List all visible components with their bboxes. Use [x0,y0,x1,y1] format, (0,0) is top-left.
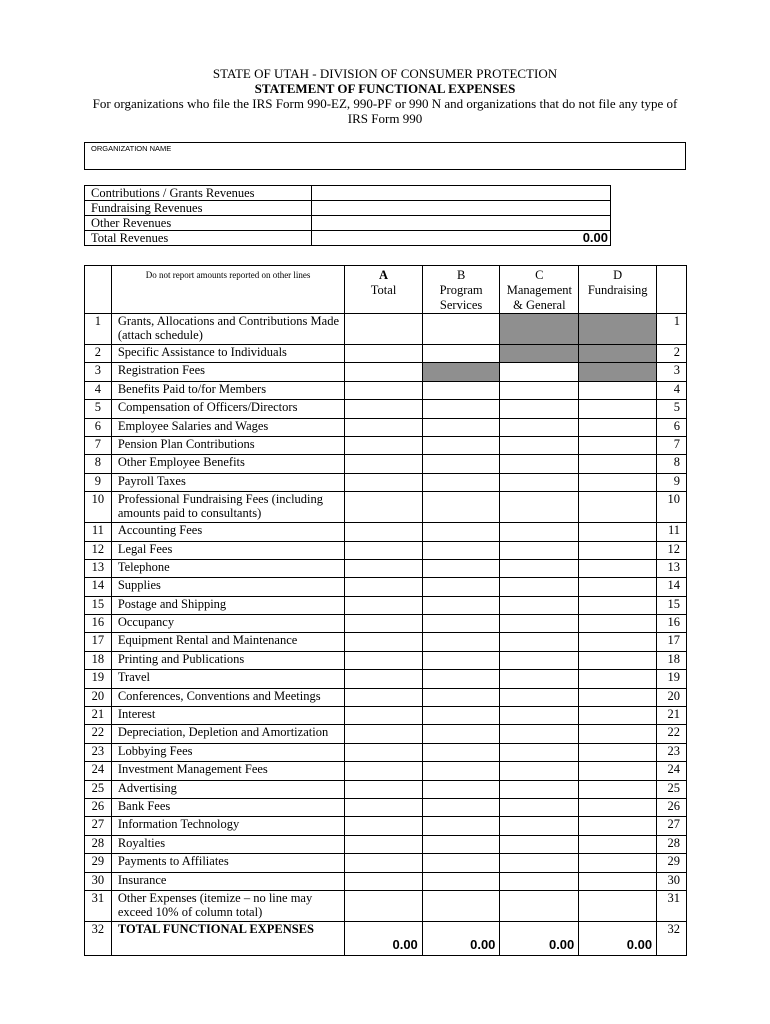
expense-row [85,381,687,399]
expense-label: Registration Fees [111,363,344,381]
column-label: Program Services [439,283,483,312]
line-number: 10 [85,492,112,523]
expense-row [85,835,687,853]
expense-row [85,670,687,688]
line-number-right: 23 [657,743,687,761]
revenue-row [85,201,611,216]
expense-row [85,798,687,816]
total-expenses-label: TOTAL FUNCTIONAL EXPENSES [111,921,344,955]
amount-input-c[interactable] [500,523,579,541]
revenues-table [84,185,611,246]
amount-input-b[interactable] [422,523,500,541]
line-number: 20 [85,688,112,706]
amount-input-a[interactable] [345,473,422,491]
functional-expenses-table [84,265,687,956]
column-header-total [345,266,422,314]
shaded-cell [579,363,657,381]
expense-row [85,492,687,523]
line-number: 17 [85,633,112,651]
amount-input-c[interactable] [500,707,579,725]
amount-input-d[interactable] [579,633,657,651]
column-header-program [422,266,500,314]
expense-row [85,314,687,345]
total-column-a[interactable]: 0.00 [345,921,422,955]
amount-input-a[interactable] [345,615,422,633]
amount-input-b[interactable] [422,651,500,669]
form-title: STATEMENT OF FUNCTIONAL EXPENSES [254,81,516,96]
expense-label: Interest [111,707,344,725]
amount-input-d[interactable] [579,780,657,798]
expense-row [85,854,687,872]
amount-input-b[interactable] [422,492,500,523]
amount-input-a[interactable] [345,314,422,345]
total-expenses-row [85,921,687,955]
expense-row [85,541,687,559]
line-number: 14 [85,578,112,596]
amount-input-d[interactable] [579,381,657,399]
amount-input-c[interactable] [500,578,579,596]
line-number-right: 4 [657,381,687,399]
revenue-label: Contributions / Grants Revenues [85,186,312,201]
expense-label: Conferences, Conventions and Meetings [111,688,344,706]
amount-input-a[interactable] [345,780,422,798]
line-number: 12 [85,541,112,559]
form-agency-title: STATE OF UTAH - DIVISION OF CONSUMER PROTECTION [212,66,558,81]
line-number: 5 [85,400,112,418]
total-column-d[interactable]: 0.00 [579,921,657,955]
amount-input-c[interactable] [500,541,579,559]
line-number: 31 [85,890,112,921]
amount-input-b[interactable] [422,835,500,853]
amount-input-c[interactable] [500,473,579,491]
expense-row [85,523,687,541]
organization-name-label: ORGANIZATION NAME [91,144,172,153]
expense-label: Professional Fundraising Fees (including amounts paid to consultants) [111,492,344,523]
amount-input-a[interactable] [345,798,422,816]
amount-input-c[interactable] [500,596,579,614]
expense-label: Payroll Taxes [111,473,344,491]
expense-row [85,707,687,725]
amount-input-b[interactable] [422,725,500,743]
amount-input-d[interactable] [579,455,657,473]
amount-input-d[interactable] [579,707,657,725]
amount-input-d[interactable] [579,523,657,541]
line-number-right: 2 [657,345,687,363]
amount-input-b[interactable] [422,743,500,761]
expense-label: Pension Plan Contributions [111,436,344,454]
column-label: Total [370,283,397,297]
expense-label: Postage and Shipping [111,596,344,614]
amount-input-c[interactable] [500,762,579,780]
line-number-right: 32 [657,921,687,955]
line-number: 16 [85,615,112,633]
amount-input-b[interactable] [422,633,500,651]
amount-input-a[interactable] [345,633,422,651]
amount-input-b[interactable] [422,890,500,921]
line-number: 32 [85,921,112,955]
amount-input-c[interactable] [500,559,579,577]
line-number: 1 [85,314,112,345]
shaded-cell [579,345,657,363]
amount-input-a[interactable] [345,418,422,436]
amount-input-a[interactable] [345,436,422,454]
column-header-fundraising [579,266,657,314]
expense-row [85,688,687,706]
amount-input-b[interactable] [422,872,500,890]
amount-input-a[interactable] [345,345,422,363]
amount-input-a[interactable] [345,596,422,614]
amount-input-a[interactable] [345,835,422,853]
amount-input-d[interactable] [579,798,657,816]
amount-input-b[interactable] [422,541,500,559]
amount-input-c[interactable] [500,381,579,399]
amount-input-a[interactable] [345,651,422,669]
amount-input-d[interactable] [579,688,657,706]
expense-label: Bank Fees [111,798,344,816]
amount-input-a[interactable] [345,559,422,577]
line-number: 11 [85,523,112,541]
line-number-right: 20 [657,688,687,706]
amount-input-a[interactable] [345,400,422,418]
expense-row [85,725,687,743]
line-number-right: 15 [657,596,687,614]
expense-label: Compensation of Officers/Directors [111,400,344,418]
expense-row [85,596,687,614]
amount-input-b[interactable] [422,345,500,363]
line-number: 22 [85,725,112,743]
revenue-label: Other Revenues [85,216,312,231]
amount-input-d[interactable] [579,872,657,890]
amount-input-b[interactable] [422,400,500,418]
amount-input-b[interactable] [422,762,500,780]
expense-label: Other Expenses (itemize – no line may exceed 10% of column total) [111,890,344,921]
amount-input-d[interactable] [579,492,657,523]
expense-row [85,559,687,577]
amount-input-a[interactable] [345,872,422,890]
line-number: 19 [85,670,112,688]
line-number: 28 [85,835,112,853]
amount-input-c[interactable] [500,798,579,816]
amount-input-a[interactable] [345,381,422,399]
shaded-cell [500,345,579,363]
line-number-right: 28 [657,835,687,853]
expense-label: Supplies [111,578,344,596]
amount-input-d[interactable] [579,890,657,921]
line-number-right: 21 [657,707,687,725]
revenue-row-total [85,231,611,246]
line-number: 23 [85,743,112,761]
form-subtitle: For organizations who file the IRS Form 990-EZ, 990-PF or 990 N and organizations that do not file any type of [92,96,678,111]
amount-input-a[interactable] [345,455,422,473]
line-number: 7 [85,436,112,454]
column-header-management [500,266,579,314]
expense-row [85,345,687,363]
amount-input-c[interactable] [500,615,579,633]
line-number: 29 [85,854,112,872]
amount-input-a[interactable] [345,578,422,596]
column-letter: A [379,268,389,282]
expense-row [85,817,687,835]
expense-row [85,473,687,491]
shaded-cell [422,363,500,381]
line-number-right: 11 [657,523,687,541]
line-number-right: 26 [657,798,687,816]
line-number-right: 5 [657,400,687,418]
expense-label: Lobbying Fees [111,743,344,761]
line-number: 27 [85,817,112,835]
expense-label: Advertising [111,780,344,798]
amount-input-c[interactable] [500,418,579,436]
amount-input-b[interactable] [422,381,500,399]
line-number-right: 12 [657,541,687,559]
expense-label: Travel [111,670,344,688]
line-number: 26 [85,798,112,816]
line-number-right: 27 [657,817,687,835]
expense-label: Payments to Affiliates [111,854,344,872]
line-number-right: 16 [657,615,687,633]
amount-input-a[interactable] [345,817,422,835]
amount-input-d[interactable] [579,651,657,669]
form-subtitle-cont: IRS Form 990 [347,111,423,126]
line-number-right: 7 [657,436,687,454]
amount-input-c[interactable] [500,854,579,872]
amount-input-c[interactable] [500,436,579,454]
expense-label: Investment Management Fees [111,762,344,780]
line-number-right: 3 [657,363,687,381]
amount-input-a[interactable] [345,762,422,780]
amount-input-b[interactable] [422,596,500,614]
line-number: 18 [85,651,112,669]
expense-label: Printing and Publications [111,651,344,669]
expense-row [85,400,687,418]
amount-input-c[interactable] [500,890,579,921]
expense-row [85,780,687,798]
line-number-right: 1 [657,314,687,345]
revenue-row [85,216,611,231]
amount-input-c[interactable] [500,492,579,523]
expense-label: Specific Assistance to Individuals [111,345,344,363]
amount-input-c[interactable] [500,651,579,669]
amount-input-b[interactable] [422,688,500,706]
amount-input-c[interactable] [500,688,579,706]
amount-input-c[interactable] [500,725,579,743]
amount-input-a[interactable] [345,854,422,872]
line-number: 8 [85,455,112,473]
amount-input-a[interactable] [345,541,422,559]
amount-input-d[interactable] [579,559,657,577]
revenue-label: Fundraising Revenues [85,201,312,216]
amount-input-d[interactable] [579,418,657,436]
line-number: 6 [85,418,112,436]
amount-input-b[interactable] [422,455,500,473]
amount-input-c[interactable] [500,743,579,761]
amount-input-a[interactable] [345,725,422,743]
expense-label: Legal Fees [111,541,344,559]
line-number-right: 6 [657,418,687,436]
amount-input-a[interactable] [345,743,422,761]
expense-row [85,651,687,669]
line-number-right: 8 [657,455,687,473]
line-number: 30 [85,872,112,890]
amount-input-a[interactable] [345,890,422,921]
expense-row [85,615,687,633]
line-number-right: 17 [657,633,687,651]
expense-label: Equipment Rental and Maintenance [111,633,344,651]
organization-name-field[interactable] [84,142,686,170]
amount-input-d[interactable] [579,835,657,853]
amount-input-b[interactable] [422,436,500,454]
expense-label: Telephone [111,559,344,577]
revenue-value-input[interactable] [311,201,610,216]
amount-input-c[interactable] [500,780,579,798]
revenue-label: Total Revenues [85,231,312,246]
line-number-right: 9 [657,473,687,491]
line-number: 9 [85,473,112,491]
line-number-right: 18 [657,651,687,669]
amount-input-b[interactable] [422,578,500,596]
expense-label: Insurance [111,872,344,890]
amount-input-a[interactable] [345,523,422,541]
expense-row [85,762,687,780]
line-number-right: 24 [657,762,687,780]
expense-label: Grants, Allocations and Contributions Made (attach schedule) [111,314,344,345]
total-column-b[interactable]: 0.00 [422,921,500,955]
revenue-value-input[interactable] [311,216,610,231]
line-number-right: 29 [657,854,687,872]
amount-input-b[interactable] [422,418,500,436]
expense-row [85,363,687,381]
amount-input-d[interactable] [579,473,657,491]
column-label: Management & General [506,283,572,312]
amount-input-a[interactable] [345,670,422,688]
shaded-cell [500,314,579,345]
amount-input-c[interactable] [500,455,579,473]
expenses-header-row [85,266,687,314]
expense-label: Royalties [111,835,344,853]
amount-input-d[interactable] [579,670,657,688]
shaded-cell [579,314,657,345]
column-letter: D [613,268,623,282]
line-number-right: 19 [657,670,687,688]
header-blank-cell [657,266,687,314]
expense-row [85,578,687,596]
amount-input-c[interactable] [500,400,579,418]
line-number: 21 [85,707,112,725]
expense-label: Depreciation, Depletion and Amortization [111,725,344,743]
amount-input-d[interactable] [579,725,657,743]
amount-input-d[interactable] [579,615,657,633]
amount-input-d[interactable] [579,436,657,454]
line-number-right: 10 [657,492,687,523]
expense-label: Accounting Fees [111,523,344,541]
amount-input-a[interactable] [345,688,422,706]
line-number-right: 22 [657,725,687,743]
amount-input-b[interactable] [422,817,500,835]
line-number: 4 [85,381,112,399]
amount-input-b[interactable] [422,798,500,816]
line-number-right: 13 [657,559,687,577]
amount-input-c[interactable] [500,363,579,381]
line-number-right: 30 [657,872,687,890]
line-number: 24 [85,762,112,780]
expense-row [85,418,687,436]
amount-input-c[interactable] [500,872,579,890]
amount-input-d[interactable] [579,541,657,559]
amount-input-c[interactable] [500,633,579,651]
amount-input-b[interactable] [422,670,500,688]
column-letter: C [535,268,544,282]
expense-row [85,743,687,761]
revenue-value-input[interactable] [311,186,610,201]
amount-input-b[interactable] [422,559,500,577]
line-number: 15 [85,596,112,614]
amount-input-a[interactable] [345,363,422,381]
amount-input-c[interactable] [500,817,579,835]
expense-row [85,633,687,651]
amount-input-d[interactable] [579,578,657,596]
line-number-right: 25 [657,780,687,798]
expense-label: Other Employee Benefits [111,455,344,473]
expense-row [85,436,687,454]
line-number: 2 [85,345,112,363]
amount-input-c[interactable] [500,670,579,688]
expense-label: Occupancy [111,615,344,633]
instruction-note: Do not report amounts reported on other lines [111,266,344,314]
amount-input-b[interactable] [422,314,500,345]
amount-input-b[interactable] [422,615,500,633]
header-blank-cell [85,266,112,314]
column-letter: B [456,268,466,282]
amount-input-b[interactable] [422,707,500,725]
total-column-c[interactable]: 0.00 [500,921,579,955]
expense-row [85,455,687,473]
line-number: 25 [85,780,112,798]
expense-row [85,872,687,890]
expense-label: Employee Salaries and Wages [111,418,344,436]
amount-input-a[interactable] [345,492,422,523]
line-number-right: 14 [657,578,687,596]
amount-input-c[interactable] [500,835,579,853]
amount-input-a[interactable] [345,707,422,725]
line-number: 13 [85,559,112,577]
amount-input-b[interactable] [422,473,500,491]
total-revenues-value[interactable]: 0.00 [311,231,610,246]
line-number: 3 [85,363,112,381]
column-label: Fundraising [587,283,648,297]
line-number-right: 31 [657,890,687,921]
amount-input-d[interactable] [579,743,657,761]
expense-label: Benefits Paid to/for Members [111,381,344,399]
amount-input-d[interactable] [579,817,657,835]
amount-input-d[interactable] [579,854,657,872]
amount-input-d[interactable] [579,596,657,614]
amount-input-b[interactable] [422,780,500,798]
amount-input-b[interactable] [422,854,500,872]
expense-label: Information Technology [111,817,344,835]
expense-row [85,890,687,921]
amount-input-d[interactable] [579,762,657,780]
revenue-row [85,186,611,201]
amount-input-d[interactable] [579,400,657,418]
